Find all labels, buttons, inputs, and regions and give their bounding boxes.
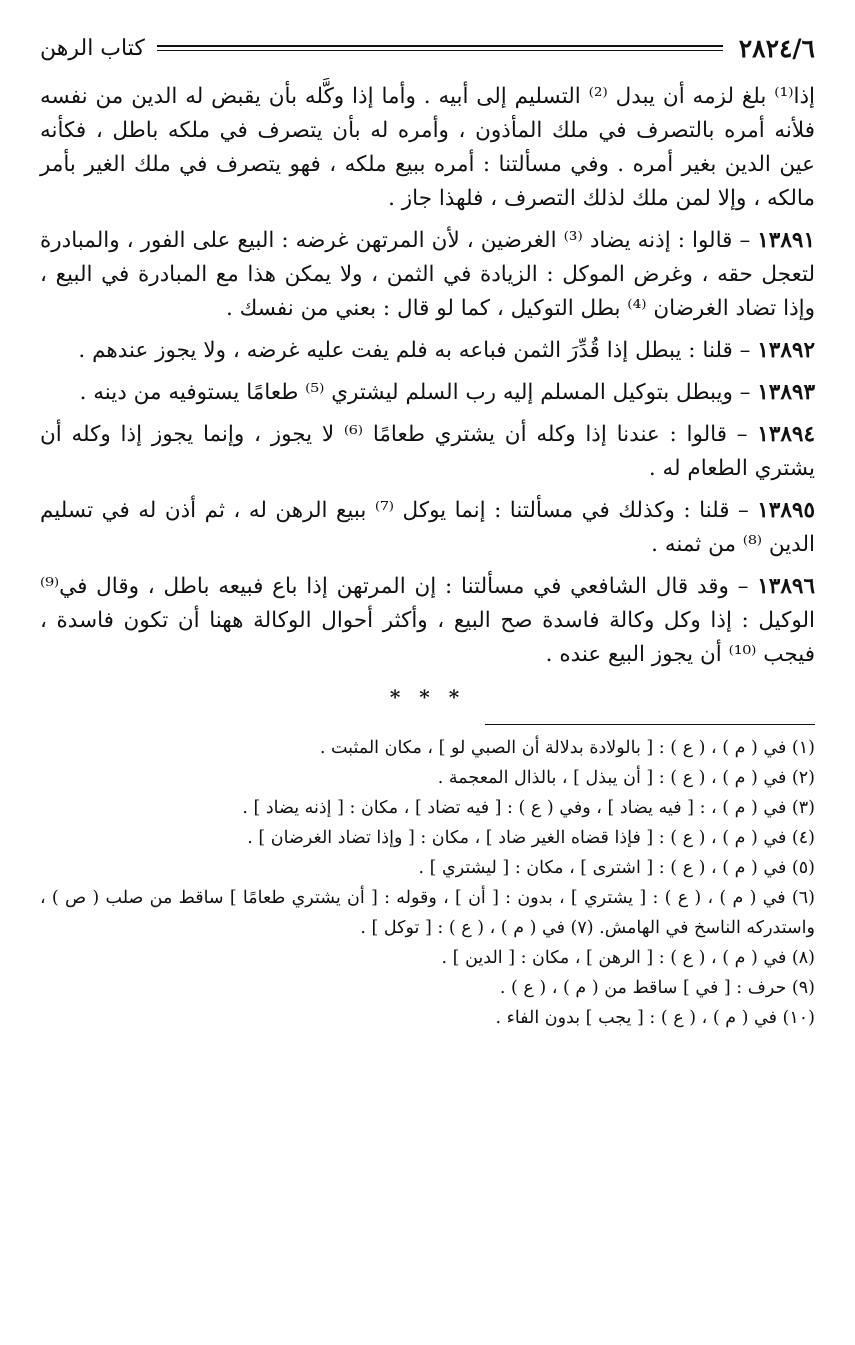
paragraph-number: ١٣٨٩٥ (757, 498, 815, 523)
paragraph-number: ١٣٨٩٤ (757, 422, 816, 447)
paragraph-text: – قلنا : وكذلك في مسألتنا : إنما يوكل ⁽⁷⁾ ببيع الرهن له ، ثم أذن له في تسليم الدين ⁽⁸⁾ من ثمنه . (40, 498, 815, 557)
section-separator: * * * (389, 685, 466, 709)
book-title: كتاب الرهن (40, 35, 145, 61)
paragraph-number: ١٣٨٩٦ (757, 574, 815, 599)
paragraph-text: – قلنا : يبطل إذا قُدِّرَ الثمن فباعه به فلم يفت عليه غرضه ، ولا يجوز عندهم . (78, 338, 758, 363)
footnote: (١) في ( م ) ، ( ع ) : [ بالولادة بدلالة أن الصبي لو ] ، مكان المثبت . (319, 738, 815, 758)
paragraph (40, 570, 815, 672)
paragraph (40, 376, 815, 410)
paragraph-text: – قالوا : إذنه يضاد ⁽³⁾ الغرضين ، لأن المرتهن غرضه : البيع على الفور ، والمبادرة لتعجل حقه ، وغرض الموكل : الزيادة في الثمن ، ولا يمكن هذا مع المبادرة في البيع ، وإذا تضاد الغرضان ⁽⁴⁾ بطل التوكيل ، كما لو قال : بعني من نفسك . (40, 228, 815, 321)
paragraph-text: – ويبطل بتوكيل المسلم إليه رب السلم ليشتري ⁽⁵⁾ طعامًا يستوفيه من دينه . (79, 380, 758, 405)
page-number: ٢٨٢٤/٦ (738, 33, 815, 63)
paragraph (40, 334, 815, 368)
footnote-divider (485, 724, 815, 725)
paragraph (40, 224, 815, 326)
footnotes (40, 733, 815, 1033)
paragraph (40, 494, 815, 562)
paragraph-text: – وقد قال الشافعي في مسألتنا : إن المرتهن إذا باع فبيعه باطل ، وقال في⁽⁹⁾ الوكيل : إذا وكل وكالة فاسدة صح البيع ، وأكثر أحوال الوكالة ههنا أن تكون فاسدة ، فيجب ⁽¹⁰⁾ أن يجوز البيع عنده . (40, 574, 815, 667)
footnote: (٩) حرف : [ في ] ساقط من ( م ) ، ( ع ) . (499, 978, 815, 998)
paragraph-text: – قالوا : عندنا إذا وكله أن يشتري طعامًا ⁽⁶⁾ لا يجوز ، وإنما يجوز إذا وكله أن يشتري الطعام له . (40, 422, 815, 481)
document-page (40, 28, 815, 1033)
footnote: (٨) في ( م ) ، ( ع ) : [ الرهن ] ، مكان : [ الدين ] . (441, 948, 815, 968)
paragraph-number: ١٣٨٩١ (757, 228, 815, 253)
footnote: (٥) في ( م ) ، ( ع ) : [ اشترى ] ، مكان : [ ليشتري ] . (418, 858, 815, 878)
main-text (40, 80, 815, 714)
footnote: (١٠) في ( م ) ، ( ع ) : [ يجب ] بدون الفاء . (495, 1008, 815, 1028)
footnote: (٤) في ( م ) ، ( ع ) : [ فإذا قضاه الغير ضاد ] ، مكان : [ وإذا تضاد الغرضان ] . (247, 828, 815, 848)
paragraph-number: ١٣٨٩٣ (757, 380, 815, 405)
paragraph-number: ١٣٨٩٢ (757, 338, 815, 363)
paragraph (40, 80, 815, 216)
paragraph (40, 418, 815, 486)
footnote: (٦) في ( م ) ، ( ع ) : [ يشتري ] ، بدون : [ أن ] ، وقوله : [ أن يشتري طعامًا ] ساقط من صلب ( ص ) ، واستدركه الناسخ في الهامش. (٧) في ( م ) ، ( ع ) : [ توكل ] . (40, 888, 815, 938)
paragraph-text: إذا⁽¹⁾ بلغ لزمه أن يبدل ⁽²⁾ التسليم إلى أبيه . وأما إذا وكَّله بأن يقبض له الدين من نفسه فلأنه أمره بالتصرف في ملك المأذون ، وأمره له بأن يتصرف في ملكه باطل ، فكأنه عين الدين بغير أمره . وفي مسألتنا : أمره ببيع ملكه ، فهو يتصرف في ملك الغير بأمر مالكه ، وإلا لمن ملك لذلك التصرف ، فلهذا جاز . (40, 84, 815, 211)
running-header (40, 28, 815, 68)
header-rule (157, 45, 723, 51)
footnote: (٣) في ( م ) ، : [ فيه يضاد ] ، وفي ( ع ) : [ فيه تضاد ] ، مكان : [ إذنه يضاد ] . (242, 798, 815, 818)
footnote: (٢) في ( م ) ، ( ع ) : [ أن يبذل ] ، بالذال المعجمة . (437, 768, 815, 788)
